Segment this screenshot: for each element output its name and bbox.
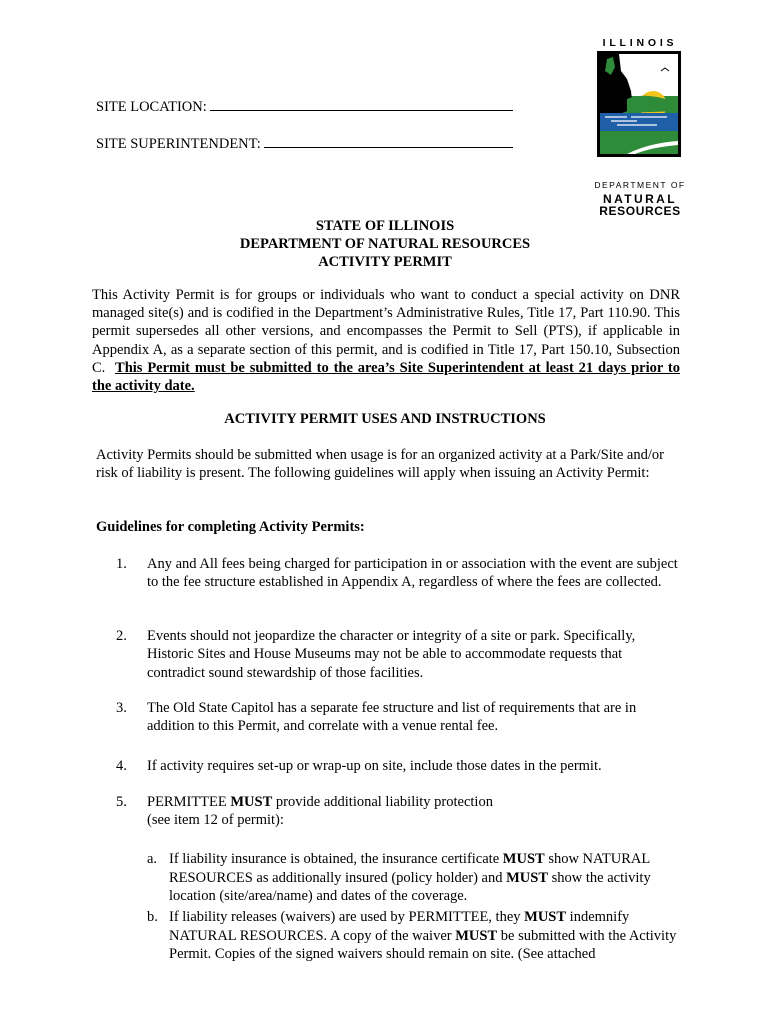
item-text: Any and All fees being charged for participation in or association with the event are subject to the fee structure established in Appendix A, regardless of where the fees are collected. <box>147 556 678 591</box>
item-text: If activity requires set-up or wrap-up on site, include those dates in the permit. <box>147 758 602 774</box>
item-text: The Old State Capitol has a separate fee structure and list of requirements that are in addition to this Permit, and correlate with a venue rental fee. <box>147 700 637 735</box>
must-emphasis: MUST <box>230 794 273 810</box>
title-state: STATE OF ILLINOIS <box>315 218 455 234</box>
idnr-logo <box>592 37 688 218</box>
title-permit: ACTIVITY PERMIT <box>318 254 452 270</box>
uses-heading: ACTIVITY PERMIT USES AND INSTRUCTIONS <box>224 411 546 427</box>
item-number: 1. <box>116 556 127 572</box>
must-emphasis: MUST <box>502 851 545 867</box>
subitem-text: If liability releases (waivers) are used by PERMITTEE, they MUST indemnify NATURAL RESOURCES. A copy of the waiver MUST be submitted with the Activity Permit. Copies of the signed waivers should remain on site. (See attached <box>169 909 677 963</box>
must-emphasis: MUST <box>455 927 498 944</box>
subitem-letter: b. <box>147 909 158 925</box>
item-text: PERMITTEE MUST provide additional liability protection (see item 12 of permit): <box>147 794 493 829</box>
must-emphasis: MUST <box>506 869 548 886</box>
uses-paragraph: Activity Permits should be submitted when usage is for an organized activity at a Park/Site and/or risk of liability is present. The following guidelines will apply when issuing an Activity Permit: <box>96 447 664 482</box>
logo-illinois-text: ILLINOIS <box>602 37 678 49</box>
site-location-blank[interactable] <box>210 109 513 111</box>
logo-natural-text: NATURAL <box>603 192 677 206</box>
item-number: 3. <box>116 700 127 716</box>
logo-department-text: DEPARTMENT OF <box>594 180 686 190</box>
site-superintendent-field <box>96 136 513 153</box>
site-location-label: SITE LOCATION: <box>96 99 207 115</box>
site-superintendent-label: SITE SUPERINTENDENT: <box>96 136 261 152</box>
subitem-text: If liability insurance is obtained, the insurance certificate MUST show NATURAL RESOURCES as additionally insured (policy holder) and MUST show the activity location (site/area/name) and dates of the coverage. <box>169 851 651 905</box>
item-number: 4. <box>116 758 127 774</box>
logo-resources-text: RESOURCES <box>599 204 681 218</box>
item-number: 5. <box>116 794 127 810</box>
intro-text: This Activity Permit is for groups or individuals who want to conduct a special activity on DNR managed site(s) and is codified in the Department’s Administrative Rules, Title 17, Part 110.90. This permit supersedes all other versions, and encompasses the Permit to Sell (PTS), if applicable in Appendix A, as a separate section of this permit, and is codified in Title 17, Part 150.10, Subsection C. <box>92 287 680 376</box>
item-text: Events should not jeopardize the character or integrity of a site or park. Specifically, Historic Sites and House Museums may not be able to accommodate requests that contradict sound stewardship of those facilities. <box>147 628 636 681</box>
intro-paragraph <box>92 286 680 395</box>
must-emphasis: MUST <box>524 909 567 925</box>
title-department: DEPARTMENT OF NATURAL RESOURCES <box>239 236 531 252</box>
intro-emphasis: This Permit must be submitted to the area’s Site Superintendent at least 21 days prior to the activity date. <box>92 359 680 395</box>
site-superintendent-blank[interactable] <box>264 146 513 148</box>
subitem-letter: a. <box>147 851 158 867</box>
site-location-field <box>96 99 513 116</box>
landscape-logo-icon <box>597 51 681 157</box>
item-number: 2. <box>116 628 127 644</box>
guidelines-heading: Guidelines for completing Activity Permits: <box>96 519 365 535</box>
